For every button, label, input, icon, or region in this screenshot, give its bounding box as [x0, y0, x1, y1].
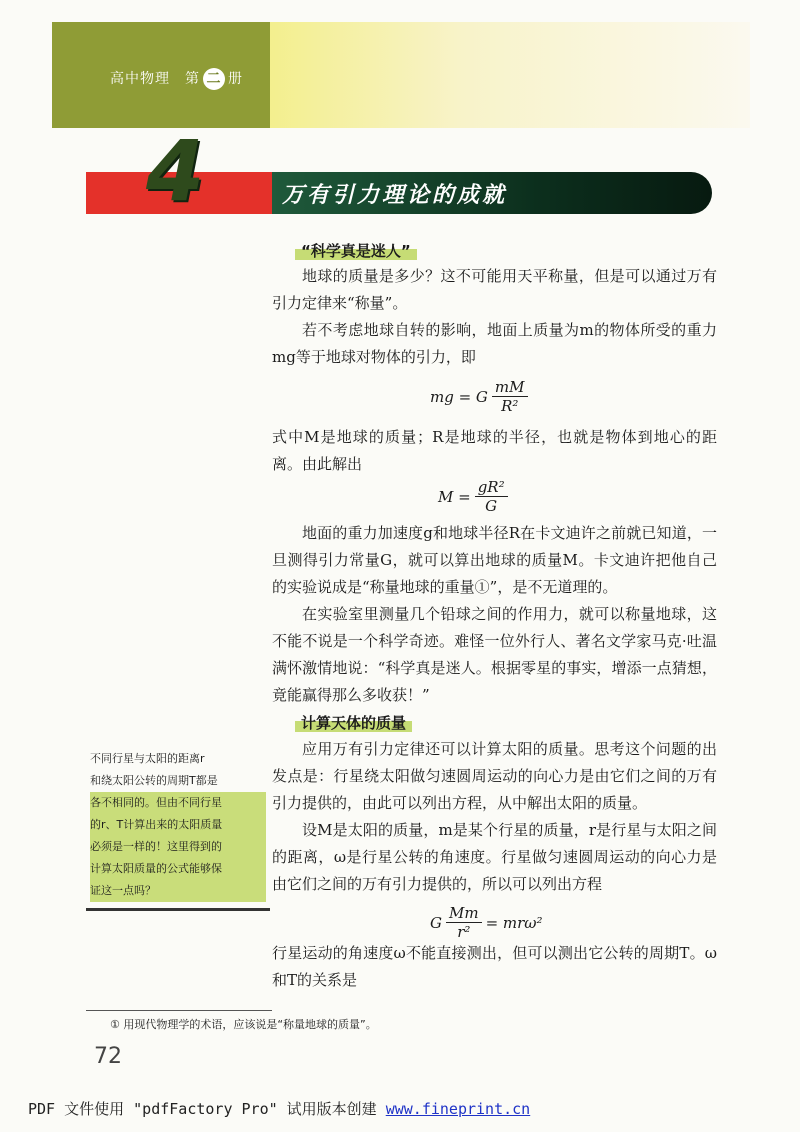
formula-3-fraction: [446, 904, 482, 941]
header-fade: [270, 22, 750, 128]
sidebar-line: 不同行星与太阳的距离r: [90, 752, 205, 765]
formula-2-denominator: G: [485, 497, 498, 515]
formula-2-lhs: M =: [438, 487, 471, 506]
book-title-prefix: 高中物理 第: [110, 71, 200, 87]
paragraph-3: 式中M是地球的质量；R是地球的半径，也就是物体到地心的距离。由此解出: [272, 428, 717, 473]
formula-3-rhs: = mrω²: [485, 913, 543, 932]
sidebar-line: 计算太阳质量的公式能够保: [90, 858, 266, 880]
formula-gravity: [430, 378, 532, 415]
book-title-suffix: 册: [228, 71, 243, 87]
chapter-number: 4: [146, 122, 205, 220]
page-number: 72: [94, 1044, 122, 1069]
sidebar-note: [86, 744, 270, 911]
footnote: ① 用现代物理学的术语，应该说是“称量地球的质量”。: [110, 1018, 377, 1031]
paragraph-7: 设M是太阳的质量，m是某个行星的质量，r是行星与太阳之间的距离，ω是行星公转的角速度。行星做匀速圆周运动的向心力是由它们之间的万有引力提供的，所以可以列出方程: [272, 821, 717, 893]
sidebar-line: 和绕太阳公转的周期T都是: [90, 774, 218, 787]
formula-1-numerator: mM: [492, 378, 528, 397]
section-heading-celestial-mass: 计算天体的质量: [295, 712, 412, 732]
paragraph-5: 在实验室里测量几个铅球之间的作用力，就可以称量地球，这不能不说是一个科学奇迹。难怪一位外行人、著名文学家马克·吐温满怀激情地说：“科学真是迷人。根据零星的事实，增添一点猜想，竟能赢得那么多收获！”: [272, 605, 717, 704]
chapter-title: 万有引力理论的成就: [282, 182, 508, 208]
watermark: [28, 1098, 530, 1119]
paragraph-1: 地球的质量是多少？这不可能用天平称量，但是可以通过万有引力定律来“称量”。: [272, 267, 717, 312]
formula-2-fraction: [475, 478, 508, 515]
watermark-link[interactable]: www.fineprint.cn: [385, 1100, 531, 1118]
volume-badge: 二: [203, 68, 225, 90]
sidebar-line: 必须是一样的！这里得到的: [90, 836, 266, 858]
formula-sun-mass: [430, 904, 543, 941]
sidebar-line: 的r、T计算出来的太阳质量: [90, 814, 266, 836]
formula-2-numerator: gR²: [475, 478, 508, 497]
formula-1-denominator: R²: [501, 397, 519, 415]
paragraph-8: 行星运动的角速度ω不能直接测出，但可以测出它公转的周期T。ω和T的关系是: [272, 944, 717, 989]
formula-3-denominator: r²: [457, 923, 471, 941]
sidebar-line: 证这一点吗？: [90, 880, 266, 902]
sidebar-line: 各不相同的。但由不同行星: [90, 792, 266, 814]
formula-1-lhs: mg = G: [430, 387, 488, 406]
paragraph-2: 若不考虑地球自转的影响，地面上质量为m的物体所受的重力mg等于地球对物体的引力，即: [272, 321, 717, 366]
paragraph-6: 应用万有引力定律还可以计算太阳的质量。思考这个问题的出发点是：行星绕太阳做匀速圆周运动的向心力是由它们之间的万有引力提供的，由此可以列出方程，从中解出太阳的质量。: [272, 740, 717, 812]
section-heading-science: “科学真是迷人”: [295, 240, 417, 260]
formula-earth-mass: [438, 478, 512, 515]
footnote-divider: [86, 1010, 272, 1011]
paragraph-4: 地面的重力加速度g和地球半径R在卡文迪许之前就已知道，一旦测得引力常量G，就可以算出地球的质量M。卡文迪许把他自己的实验说成是“称量地球的重量①”，是不无道理的。: [272, 524, 717, 596]
formula-1-fraction: [492, 378, 528, 415]
formula-3-numerator: Mm: [446, 904, 482, 923]
formula-3-lhs: G: [430, 913, 442, 932]
book-title: [110, 68, 243, 90]
watermark-text: PDF 文件使用 "pdfFactory Pro" 试用版本创建: [28, 1100, 386, 1118]
